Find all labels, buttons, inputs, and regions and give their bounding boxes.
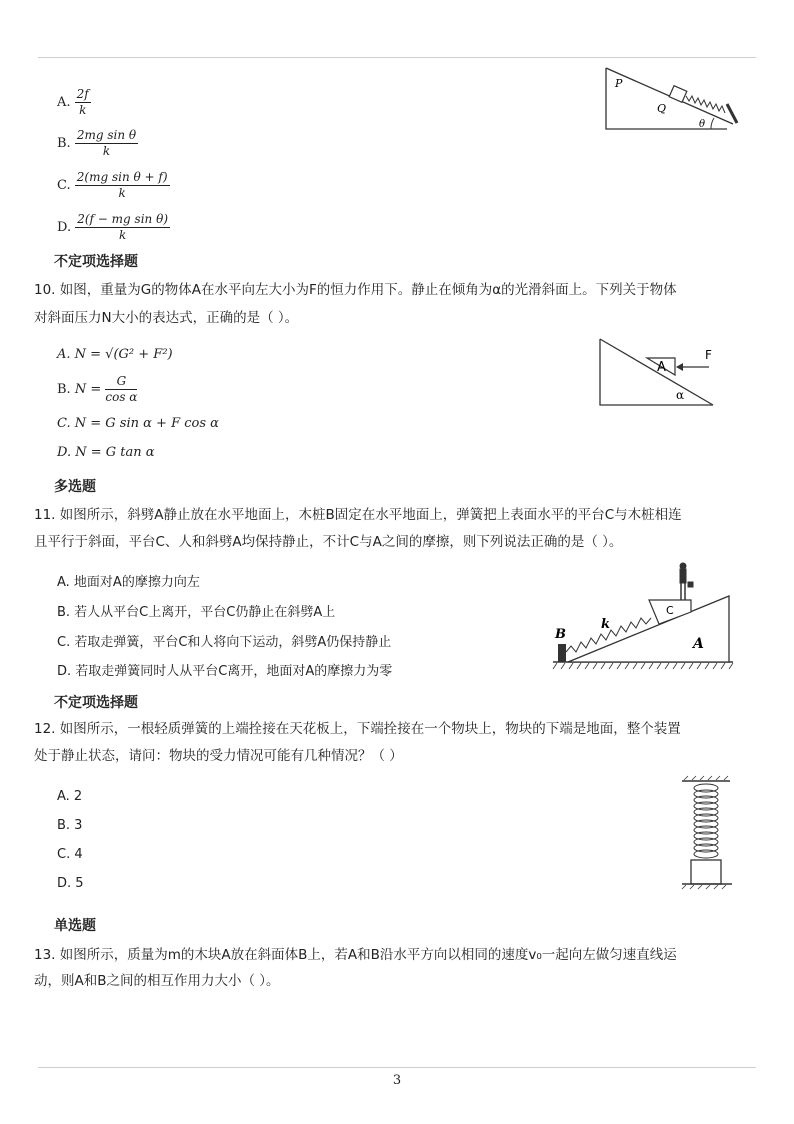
q9-option-a-label: A. — [57, 95, 71, 110]
q10-option-b-label: B. — [57, 382, 71, 397]
section-heading-1: 不定项选择题 — [54, 254, 138, 270]
q13-stem-line2: 动，则A和B之间的相互作用力大小（ ）。 — [34, 973, 280, 989]
q11-wedge-a — [568, 596, 729, 662]
q9-option-a — [57, 87, 91, 118]
bottom-rule — [38, 1067, 756, 1068]
q9-label-q: Q — [657, 102, 667, 115]
q11-post-b — [558, 644, 566, 662]
q11-option-d: D. 若取走弹簧同时人从平台C离开，地面对A的摩擦力为零 — [57, 664, 393, 679]
q10-option-d: D. N = G tan α — [57, 445, 155, 460]
section-heading-2: 多选题 — [54, 479, 96, 495]
q12-stem-line1: 12. 如图所示，一根轻质弹簧的上端拴接在天花板上，下端拴接在一个物块上，物块的下端是地面，整个装置 — [34, 721, 681, 737]
q11-stem-line2: 且平行于斜面，平台C、人和斜劈A均保持静止，不计C与A之间的摩擦，则下列说法正确的是（ ）。 — [34, 534, 623, 550]
q12-option-c: C. 4 — [57, 847, 83, 862]
q10-option-a: A. N = √(G² + F²) — [57, 347, 173, 362]
section-heading-4: 单选题 — [54, 918, 96, 934]
q12-spring-coils — [694, 784, 718, 858]
q11-label-c: C — [666, 604, 674, 617]
q9-option-a-fraction — [75, 87, 91, 118]
q9-wall-and-ground — [606, 68, 727, 129]
q10-option-b-lhs: N = — [74, 382, 102, 397]
q9-option-c-fraction — [75, 170, 170, 201]
page-number: 3 — [392, 1073, 402, 1088]
q10-stem-line2: 对斜面压力N大小的表达式，正确的是（ ）。 — [34, 310, 299, 326]
q11-option-b: B. 若人从平台C上离开，平台C仍静止在斜劈A上 — [57, 605, 336, 620]
q9-b-den: k — [102, 144, 111, 158]
q12-option-b: B. 3 — [57, 818, 83, 833]
q10-option-b-fraction — [105, 374, 137, 405]
q11-option-a: A. 地面对A的摩擦力向左 — [57, 575, 200, 590]
q10-label-f: F — [705, 348, 712, 362]
q9-spring — [686, 96, 725, 113]
q10-stem-line1: 10. 如图，重量为G的物体A在水平向左大小为F的恒力作用下。静止在倾角为α的光滑斜面上。下列关于物体 — [34, 282, 677, 298]
q9-b-num: 2mg sin θ — [76, 128, 137, 142]
q12-stem-line2: 处于静止状态，请问：物块的受力情况可能有几种情况？（ ） — [34, 748, 403, 764]
q9-option-d — [57, 212, 170, 243]
q12-ground-hatch — [682, 885, 726, 889]
q9-label-p: P — [615, 77, 623, 90]
q9-option-c — [57, 170, 170, 201]
q12-spring-figure — [680, 776, 734, 890]
q12-ceiling-hatch — [684, 776, 728, 780]
q9-c-num: 2(mg sin θ + f) — [76, 170, 168, 184]
q9-block — [669, 86, 687, 103]
q9-anchor — [727, 104, 737, 123]
q13-stem-line1: 13. 如图所示，质量为m的木块A放在斜面体B上，若A和B沿水平方向以相同的速度v₀一起向左做匀速直线运 — [34, 947, 677, 963]
top-rule — [38, 57, 756, 58]
q9-option-d-label: D. — [57, 220, 72, 235]
q9-label-theta: θ — [699, 119, 706, 130]
q9-a-num: 2f — [76, 87, 89, 101]
q10-b-den: cos α — [105, 390, 138, 404]
q11-label-b: B — [555, 627, 566, 642]
q10-option-b — [57, 374, 137, 405]
q9-option-d-fraction — [75, 212, 170, 243]
q10-arrow-head — [676, 363, 683, 371]
q9-option-b-fraction — [75, 128, 138, 159]
q9-d-num: 2(f − mg sin θ) — [77, 212, 168, 226]
q11-person — [680, 563, 693, 600]
q10-incline-figure — [597, 337, 727, 411]
q10-b-num: G — [105, 374, 137, 390]
q10-label-alpha: α — [676, 388, 685, 402]
q10-option-c: C. N = G sin α + F cos α — [57, 416, 219, 431]
q10-label-a: A — [657, 360, 666, 375]
q9-option-c-label: C. — [57, 178, 71, 193]
q11-label-k: k — [601, 617, 611, 632]
q11-ground-hatch — [553, 663, 733, 669]
q9-angle-arc — [711, 118, 714, 129]
q11-option-c: C. 若取走弹簧，平台C和人将向下运动，斜劈A仍保持静止 — [57, 635, 392, 650]
q12-option-a: A. 2 — [57, 789, 83, 804]
q9-a-den: k — [79, 103, 87, 117]
q9-incline-figure — [605, 66, 740, 132]
q12-block — [691, 860, 721, 884]
section-heading-3: 不定项选择题 — [54, 695, 138, 711]
q12-option-d: D. 5 — [57, 876, 84, 891]
q9-option-b — [57, 128, 138, 159]
q11-stem-line1: 11. 如图所示，斜劈A静止放在水平地面上，木桩B固定在水平地面上，弹簧把上表面水平的平台C与木桩相连 — [34, 507, 682, 523]
q11-wedge-figure — [551, 556, 735, 672]
q9-option-b-label: B. — [57, 136, 71, 151]
q11-label-a: A — [693, 636, 704, 652]
q9-c-den: k — [118, 186, 126, 200]
q9-d-den: k — [118, 228, 127, 242]
